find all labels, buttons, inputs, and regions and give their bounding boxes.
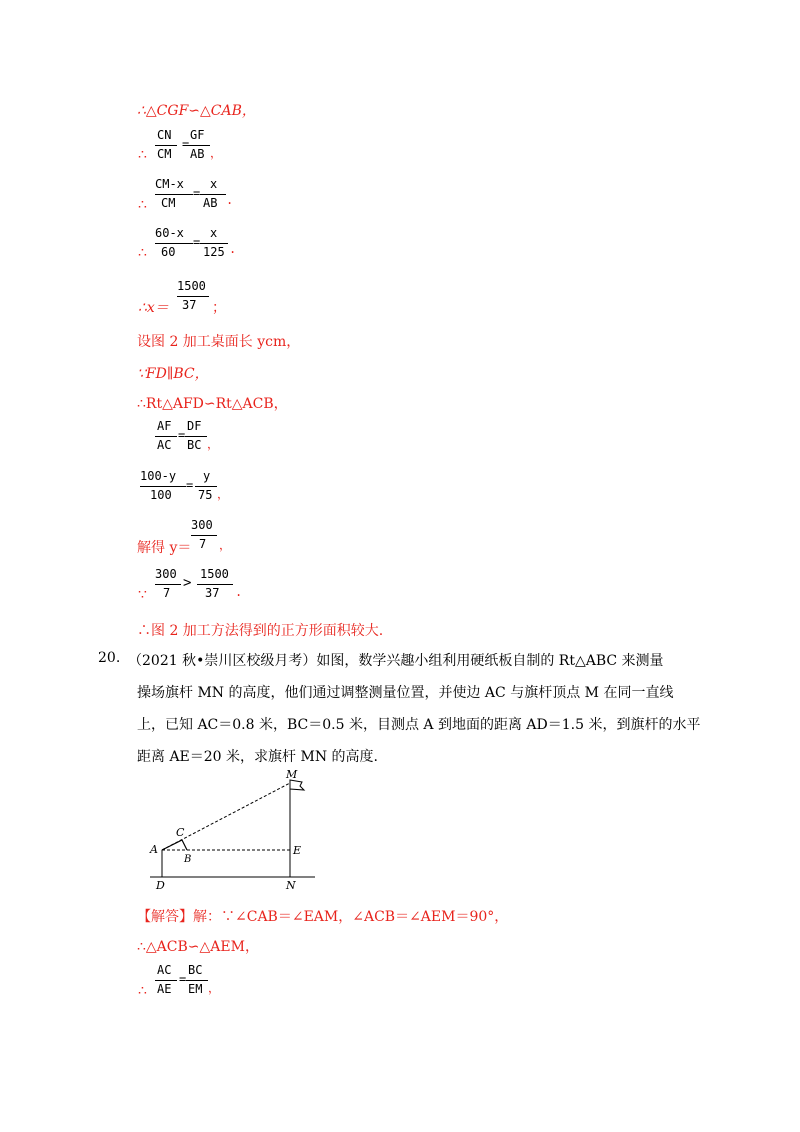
question-number: 20. (98, 650, 121, 666)
semicolon: ； (212, 300, 226, 316)
frac-den: 75 (198, 488, 213, 502)
frac-den: 100 (150, 488, 172, 502)
frac-den: CM (157, 147, 172, 161)
answer-similar: ∴△ACB∽△AEM， (137, 939, 259, 955)
similar-statement-1: ∴△CGF∽△CAB， (137, 103, 256, 119)
frac-num: 1500 (200, 567, 229, 581)
label-b: B (184, 854, 192, 865)
frac-num: 1500 (177, 279, 206, 293)
segment-ac (162, 840, 182, 850)
frac-num: 100-y (140, 469, 177, 483)
frac-num: AC (157, 963, 172, 977)
question-line-3: 上，已知 AC＝0.8 米，BC＝0.5 米，目测点 A 到地面的距离 AD＝1.5 米，到旗杆的水平 (137, 717, 701, 733)
frac-num: x (210, 177, 218, 191)
flag (290, 780, 304, 790)
label-e: E (293, 844, 302, 857)
because-symbol: ∵ (138, 587, 147, 603)
question-line-1: （2021 秋•崇川区校级月考）如图，数学兴趣小组利用硬纸板自制的 Rt△ABC 来测量 (128, 653, 664, 669)
frac-num: DF (187, 419, 202, 433)
frac-den: AE (157, 982, 172, 996)
therefore-symbol: ∴ (138, 245, 147, 261)
conclusion: ∴图 2 加工方法得到的正方形面积较大. (137, 623, 384, 639)
frac-num: 300 (191, 518, 213, 532)
frac-den: 7 (163, 586, 171, 600)
set-y-statement: 设图 2 加工桌面长 ycm， (137, 334, 301, 350)
frac-den: AC (157, 438, 172, 452)
therefore-symbol: ∴ (138, 983, 147, 999)
y-label: 解得 y＝ (137, 540, 192, 556)
because-fd-parallel: ∵FD∥BC， (137, 366, 209, 382)
frac-den: AB (190, 147, 205, 161)
frac-num: y (203, 469, 211, 483)
frac-num: GF (190, 128, 205, 142)
frac-num: CM-x (155, 177, 184, 191)
label-m: M (286, 770, 298, 781)
segment-cb (182, 840, 187, 850)
frac-den: 125 (203, 245, 225, 259)
label-n: N (286, 879, 296, 892)
frac-den: 60 (161, 245, 176, 259)
x-label: ∴x＝ (138, 300, 169, 316)
frac-num: BC (188, 963, 203, 977)
frac-den: AB (203, 196, 218, 210)
label-a: A (150, 843, 158, 856)
frac-num: AF (157, 419, 172, 433)
frac-den: 37 (182, 298, 197, 312)
similar-statement-2: ∴Rt△AFD∽Rt△ACB， (137, 396, 288, 412)
question-line-2: 操场旗杆 MN 的高度，他们通过调整测量位置，并使边 AC 与旗杆顶点 M 在同一直线 (137, 685, 674, 701)
frac-den: 37 (205, 586, 220, 600)
frac-den: CM (161, 196, 176, 210)
answer-head: 【解答】解：∵∠CAB＝∠EAM，∠ACB＝∠AEM＝90°， (137, 909, 509, 925)
label-c: C (176, 826, 185, 839)
frac-den: 7 (199, 537, 207, 551)
therefore-symbol: ∴ (138, 197, 147, 213)
therefore-symbol: ∴ (138, 147, 147, 163)
frac-num: x (210, 226, 218, 240)
question-line-4: 距离 AE＝20 米，求旗杆 MN 的高度. (137, 749, 378, 765)
geometry-figure (140, 770, 330, 895)
frac-den: BC (187, 438, 202, 452)
frac-den: EM (188, 982, 203, 996)
frac-num: 300 (155, 567, 177, 581)
frac-num: 60-x (155, 226, 184, 240)
frac-num: CN (157, 128, 172, 142)
label-d: D (156, 879, 165, 892)
